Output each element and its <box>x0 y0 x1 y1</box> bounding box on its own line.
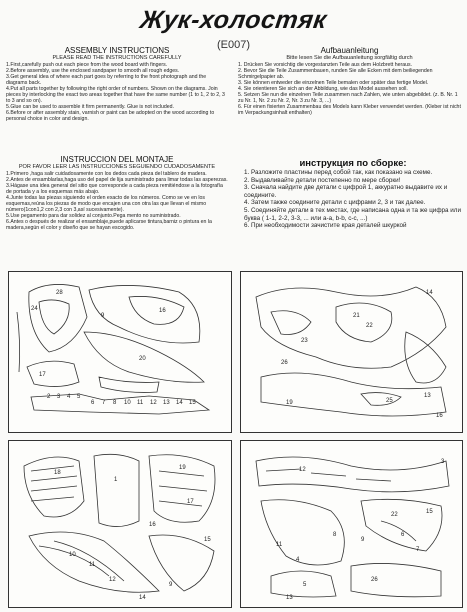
parts-diagram <box>241 441 462 607</box>
svg-text:21: 21 <box>353 313 360 319</box>
svg-text:22: 22 <box>391 512 398 518</box>
english-subheading: PLEASE READ THE INSTRUCTIONS CAREFULLY <box>52 55 182 61</box>
parts-sheet-4 <box>240 440 463 608</box>
english-instructions <box>6 46 228 122</box>
svg-text:4: 4 <box>67 394 71 400</box>
svg-text:9: 9 <box>169 582 173 588</box>
svg-text:10: 10 <box>69 552 76 558</box>
svg-text:15: 15 <box>426 509 433 515</box>
page-title: Жук-холостяк <box>138 6 329 34</box>
svg-text:15: 15 <box>189 400 196 406</box>
russian-heading: инструкция по сборке: <box>299 158 407 169</box>
svg-text:26: 26 <box>281 360 288 366</box>
german-subheading: Bitte lesen Sie die Aufbauanleitung sorgfältig durch <box>286 55 413 61</box>
russian-step: 2. Выдавливайте детали постепенно по мере сборки! <box>244 176 401 184</box>
svg-text:12: 12 <box>109 577 116 583</box>
svg-text:22: 22 <box>366 323 373 329</box>
svg-text:14: 14 <box>176 400 183 406</box>
svg-text:13: 13 <box>163 400 170 406</box>
svg-text:26: 26 <box>371 577 378 583</box>
svg-text:11: 11 <box>137 400 144 406</box>
svg-text:12: 12 <box>150 400 157 406</box>
svg-text:14: 14 <box>139 595 146 601</box>
svg-text:17: 17 <box>39 372 46 378</box>
spanish-step: 3.Hágase una idea general del sitio que corresponde a cada pieza remitiéndose a la fotografía de portada y a los esquemas más abajo. <box>6 182 223 195</box>
english-step: 1.First,carefully push out each piece from the wood board with fingers. <box>6 61 168 68</box>
german-heading: Aufbauanleitung <box>320 46 379 55</box>
german-step: 5. Setzen Sie nun die einzelnen Teile zusammen nach Zahlen, wie unten abgebildet. (z. B. Nr. 1 zu Nr. 1, Nr. 2 zu Nr. 2, Nr. 3 zu Nr. 3, ...) <box>238 91 458 105</box>
parts-diagram <box>9 441 231 607</box>
svg-text:5: 5 <box>77 394 81 400</box>
german-step: 1. Drücken Sie vorsichtig die vorgestanzten Teile aus dem Holzbrett heraus. <box>238 61 413 68</box>
svg-text:8: 8 <box>113 400 117 406</box>
russian-step: 1. Разложите пластины перед собой так, как показано на схеме. <box>244 169 433 176</box>
svg-text:7: 7 <box>416 547 420 553</box>
svg-text:6: 6 <box>401 532 405 538</box>
german-step: 4. Sie orientieren Sie sich an der Abbildung, wie das Model aussehen soll. <box>238 85 408 92</box>
svg-text:16: 16 <box>436 413 443 419</box>
spanish-instructions <box>6 155 228 231</box>
german-step: 6. Für einen fixierten Zusammenbau des Models kann Kleber verwendet werden. (Kleber ist nicht im Verpackungsinhalt enthalten) <box>238 104 461 117</box>
russian-step: 4. Затем также соедините детали с цифрами 2, 3 и так далее. <box>244 199 426 207</box>
svg-text:2: 2 <box>47 394 51 400</box>
parts-sheet-2 <box>240 271 463 433</box>
model-code: (E007) <box>216 39 251 51</box>
svg-text:15: 15 <box>204 537 211 543</box>
parts-diagram <box>9 272 231 432</box>
parts-sheet-1 <box>8 271 232 433</box>
spanish-subheading: POR FAVOR LEER LAS INSTRUCCIONES SEGUIENDO CUDADOSAMENTE <box>18 164 216 170</box>
svg-text:12: 12 <box>299 467 306 473</box>
svg-text:13: 13 <box>424 393 431 399</box>
spanish-step: 5.Use pegamento para dar solidez al conjunto.Pega mento no suministrado. <box>6 213 181 220</box>
spanish-step: 2.Antes de ensamblarlas,haga uso del papel de lija suministrado para limar todas las asperezas. <box>6 176 228 183</box>
svg-text:3: 3 <box>57 394 61 400</box>
svg-text:9: 9 <box>101 313 105 319</box>
svg-text:28: 28 <box>56 290 63 296</box>
svg-text:8: 8 <box>333 532 337 538</box>
svg-text:3: 3 <box>441 459 445 465</box>
svg-text:18: 18 <box>54 470 61 476</box>
svg-text:4: 4 <box>296 557 300 563</box>
svg-text:1: 1 <box>114 477 118 483</box>
german-step: 3. Sie können entweder die einzelnen Teile bemalen oder später das fertige Model. <box>238 79 429 86</box>
svg-text:6: 6 <box>91 400 95 406</box>
svg-text:10: 10 <box>124 400 131 406</box>
svg-text:13: 13 <box>286 595 293 601</box>
russian-instructions <box>244 158 462 230</box>
english-step: 6.Before or after assembly stain, varnish or paint can be adopted on the wood according to personal choice in color and design. <box>6 110 215 123</box>
svg-text:23: 23 <box>301 338 308 344</box>
german-instructions <box>238 46 461 116</box>
svg-text:16: 16 <box>149 522 156 528</box>
svg-text:25: 25 <box>386 398 393 404</box>
svg-text:11: 11 <box>89 562 96 568</box>
svg-text:9: 9 <box>361 537 365 543</box>
svg-text:7: 7 <box>102 400 106 406</box>
english-step: 2.Before assembly, use the enclosed sandpaper to smooth all rough edges. <box>6 67 180 74</box>
svg-text:20: 20 <box>139 356 146 362</box>
english-heading: ASSEMBLY INSTRUCTIONS <box>64 46 170 55</box>
svg-text:16: 16 <box>159 308 166 314</box>
svg-text:19: 19 <box>179 465 186 471</box>
parts-diagram <box>241 272 462 432</box>
svg-text:19: 19 <box>286 400 293 406</box>
parts-sheet-3 <box>8 440 232 608</box>
spanish-heading: INSTRUCCION DEL MONTAJE <box>60 155 174 164</box>
svg-text:14: 14 <box>426 290 433 296</box>
german-step: 2. Bevor Sie die Teile Zusammenbauen, runden Sie alle Ecken mit dem beiliegenden Schmirgelpapier ab. <box>238 67 433 80</box>
english-step: 4.Put all parts together by following the right order of numbers. Shown on the diagrams. Join pieces by interlocking the exact two areas together that have the same number (1 to 1, 2 to 2, 3 to 3 and so on). <box>6 85 225 105</box>
svg-text:5: 5 <box>303 582 307 588</box>
russian-step: 3. Сначала найдите две детали с цифрой 1, аккуратно выдавите их и соедините. <box>244 184 448 199</box>
spanish-step: 1.Primero ,haga salir cuidadosamente con los dedos cada pieza del tablero de madera. <box>6 170 207 177</box>
russian-step: 6. При необходимости зачистите края деталей шкуркой <box>244 222 407 230</box>
russian-step: 5. Соединяйте детали в тех местах, где написана одна и та же цифра или буква ( 1-1, 2-2, 3-3, ... или а-а, b-b, с-с, ...) <box>244 206 461 222</box>
english-step: 5.Glue can be used to assemble it firm permanently. Glue is not included. <box>6 104 175 111</box>
svg-text:24: 24 <box>31 306 38 312</box>
svg-text:11: 11 <box>276 542 283 548</box>
english-step: 3.Get general idea of where each part goes by referring to the front photograph and the diagrams back. <box>6 73 207 86</box>
svg-text:17: 17 <box>187 499 194 505</box>
spanish-step: 4.Junte todas las piezas siguiendo el orden exacto de los números. Como se ve en los esquemas,reúna los piezas de modo que encajen una con otra las que llevan el mismo número(1con1,2 con 2,3 con 3,así sucesivamente). <box>6 194 207 214</box>
spanish-step: 6.Antes o después de realizar el ensamblaje,puede aplicarse tintura,barniz o pintura en la madera,según el color y diseño que se hayan escogido. <box>6 219 212 232</box>
